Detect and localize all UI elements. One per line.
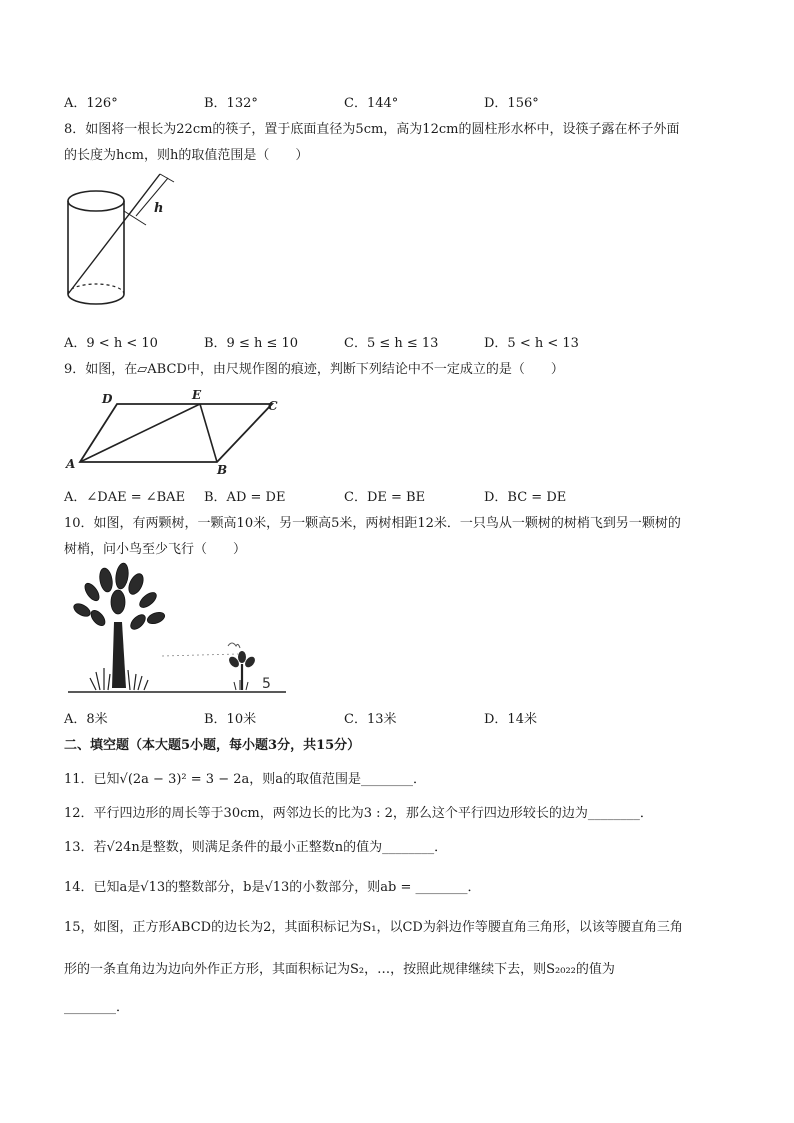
q8-options xyxy=(64,332,744,350)
q9-label-e: E xyxy=(192,388,202,402)
q8-option-b: B．9 ≤ h ≤ 10 xyxy=(204,336,299,351)
q8-h-label: h xyxy=(154,201,164,216)
q7-option-a: A．126° xyxy=(64,96,118,111)
q7-options xyxy=(64,92,744,110)
q7-option-c: C．144° xyxy=(344,96,399,111)
q15-line3: ________． xyxy=(64,1000,130,1015)
q9-label-b: B xyxy=(217,463,228,476)
q9-stem: 9．如图，在▱ABCD中，由尺规作图的痕迹，判断下列结论中不一定成立的是（ ） xyxy=(64,362,564,377)
q10-option-c: C．13米 xyxy=(344,712,397,727)
section-2-heading: 二、填空题（本大题5小题，每小题3分，共15分） xyxy=(64,738,361,753)
q10-trees-figure xyxy=(62,562,292,698)
q10-option-a: A．8米 xyxy=(64,712,108,727)
q9-option-b: B．AD = DE xyxy=(204,490,286,505)
q9-parallelogram-figure xyxy=(62,386,292,476)
q9-option-c: C．DE = BE xyxy=(344,490,426,505)
q10-option-d: D．14米 xyxy=(484,712,537,727)
q8-cup-figure xyxy=(62,170,182,310)
q8-stem-line1: 8．如图将一根长为22cm的筷子，置于底面直径为5cm，高为12cm的圆柱形水杯中，设筷子露在杯子外面 xyxy=(64,122,680,137)
q7-option-b: B．132° xyxy=(204,96,258,111)
q8-option-a: A．9 < h < 10 xyxy=(64,336,158,351)
q10-stem-line1: 10．如图，有两颗树，一颗高10米，另一颗高5米，两树相距12米．一只鸟从一颗树的树梢飞到另一颗树的 xyxy=(64,516,681,531)
q10-stem-line2: 树梢，问小鸟至少飞行（ ） xyxy=(64,542,247,557)
q15-line1: 15，如图，正方形ABCD的边长为2，其面积标记为S₁，以CD为斜边作等腰直角三角形，以该等腰直角三角 xyxy=(64,920,683,935)
q11-text: 11．已知√(2a − 3)² = 3 − 2a，则a的取值范围是________． xyxy=(64,772,426,787)
q9-label-c: C xyxy=(268,399,278,413)
q7-option-d: D．156° xyxy=(484,96,539,111)
q10-option-b: B．10米 xyxy=(204,712,257,727)
q9-label-d: D xyxy=(102,392,113,406)
q9-label-a: A xyxy=(66,457,76,471)
q8-option-d: D．5 < h < 13 xyxy=(484,336,579,351)
q12-text: 12．平行四边形的周长等于30cm，两邻边长的比为3 : 2，那么这个平行四边形较长的边为________． xyxy=(64,806,653,821)
q14-text: 14．已知a是√13的整数部分，b是√13的小数部分，则ab = ________． xyxy=(64,880,481,895)
q9-option-a: A．∠DAE = ∠BAE xyxy=(64,490,186,505)
q15-line2: 形的一条直角边为边向外作正方形，其面积标记为S₂，…，按照此规律继续下去，则S₂₀₂₂的值为 xyxy=(64,962,615,977)
q8-option-c: C．5 ≤ h ≤ 13 xyxy=(344,336,439,351)
q8-stem-line2: 的长度为hcm，则h的取值范围是（ ） xyxy=(64,148,309,163)
q9-options xyxy=(64,486,744,504)
q10-height-label: 5 xyxy=(262,676,271,692)
q13-text: 13．若√24n是整数，则满足条件的最小正整数n的值为________． xyxy=(64,840,448,855)
q9-option-d: D．BC = DE xyxy=(484,490,567,505)
q10-options xyxy=(64,708,744,726)
